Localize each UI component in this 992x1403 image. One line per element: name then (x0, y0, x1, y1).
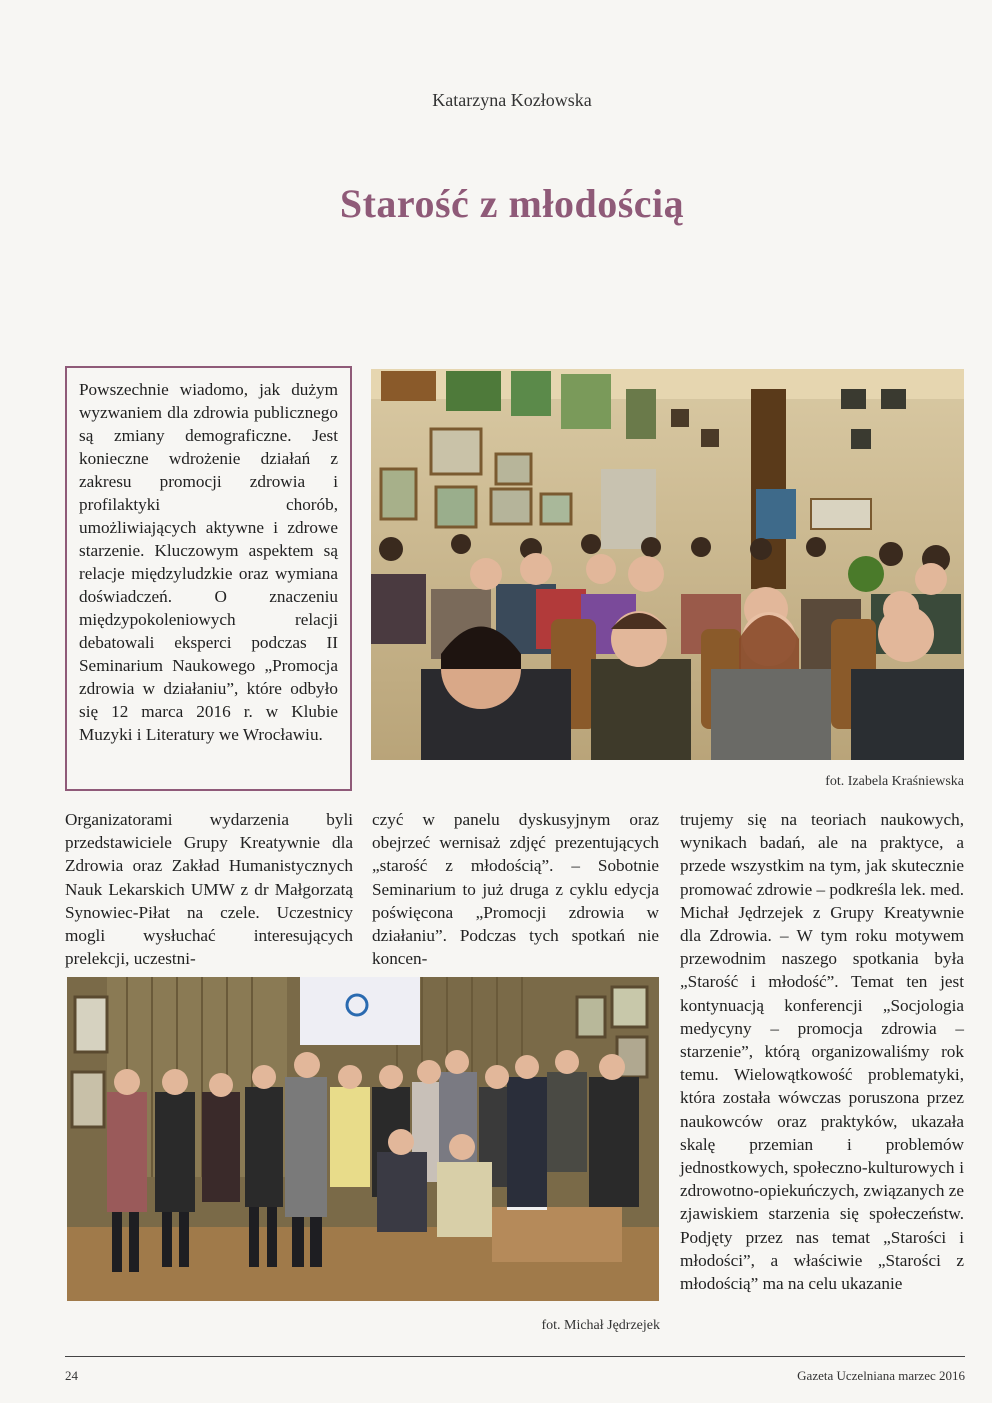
lead-paragraph: Powszechnie wiadomo, jak dużym wyzwaniem dla zdrowia publicznego są zmiany demograficzne. Jest konieczne wdrożenie działań z zakresu promocji zdrowia i profilaktyki chorób, umożliwiających aktywne i zdrowe starzenie. Kluczowym aspektem są relacje międzyludzkie oraz wymiana doświadczeń. O znaczeniu międzypokoleniowych relacji debatowali eksperci podczas II Seminarium Naukowego „Promocja zdrowia w działaniu”, które odbyło się 12 marca 2016 r. w Klubie Muzyki i Literatury we Wrocławiu. (65, 366, 352, 791)
author-name: Katarzyna Kozłowska (432, 90, 592, 110)
article-title: Starość z młodością (339, 181, 685, 226)
body-column-2: czyć w panelu dyskusyjnym oraz obejrzeć wernisaż zdjęć prezentujących „starość z młodością”. – Sobotnie Seminarium to już druga z cyklu edycja poświęcona „Promocji zdrowia w działaniu”. Podczas tych spotkań nie koncen- (372, 810, 659, 969)
audience-photo-illustration (371, 369, 964, 760)
publication-info: Gazeta Uczelniana marzec 2016 (797, 1368, 965, 1383)
page-number: 24 (65, 1368, 78, 1383)
body-column-1: Organizatorami wydarzenia byli przedstawiciele Grupy Kreatywnie dla Zdrowia oraz Zakład Humanistycznych Nauk Lekarskich UMW z dr Małgorzatą Synowiec-Piłat na czele. Uczestnicy mogli wysłuchać interesujących prelekcji, uczestni- (65, 810, 353, 969)
group-photo (67, 977, 659, 1301)
footer-rule (65, 1356, 965, 1357)
body-column-3: trujemy się na teoriach naukowych, wynikach badań, ale na praktyce, a przede wszystkim na tym, jak skutecznie promować zdrowie – podkreśla lek. med. Michał Jędrzejek z Grupy Kreatywnie dla Zdrowia. – W tym roku motywem przewodnim naszego spotkania była „Starość i młodość”. Temat ten jest kontynuacją konferencji „Socjologia medycyny – promocja zdrowia – starzenie”, którą organizowaliśmy rok temu. Wielowątkowość problematyki, która została wówczas poruszona przez naukowców oraz praktyków, ukazała skalę przemian i problemów jednostkowych, społeczno-kulturowych i zdrowotno-opiekuńczych, związanych ze zjawiskiem starzenia się społeczeństw. Podjęty przez nas temat „Starości i młodości”, a właściwie „Starości z młodością” ma na celu ukazanie (680, 810, 964, 1294)
group-photo-illustration (67, 977, 659, 1301)
photo-caption-1: fot. Izabela Kraśniewska (825, 774, 964, 789)
audience-photo (371, 369, 964, 760)
photo-caption-2: fot. Michał Jędrzejek (541, 1318, 660, 1333)
